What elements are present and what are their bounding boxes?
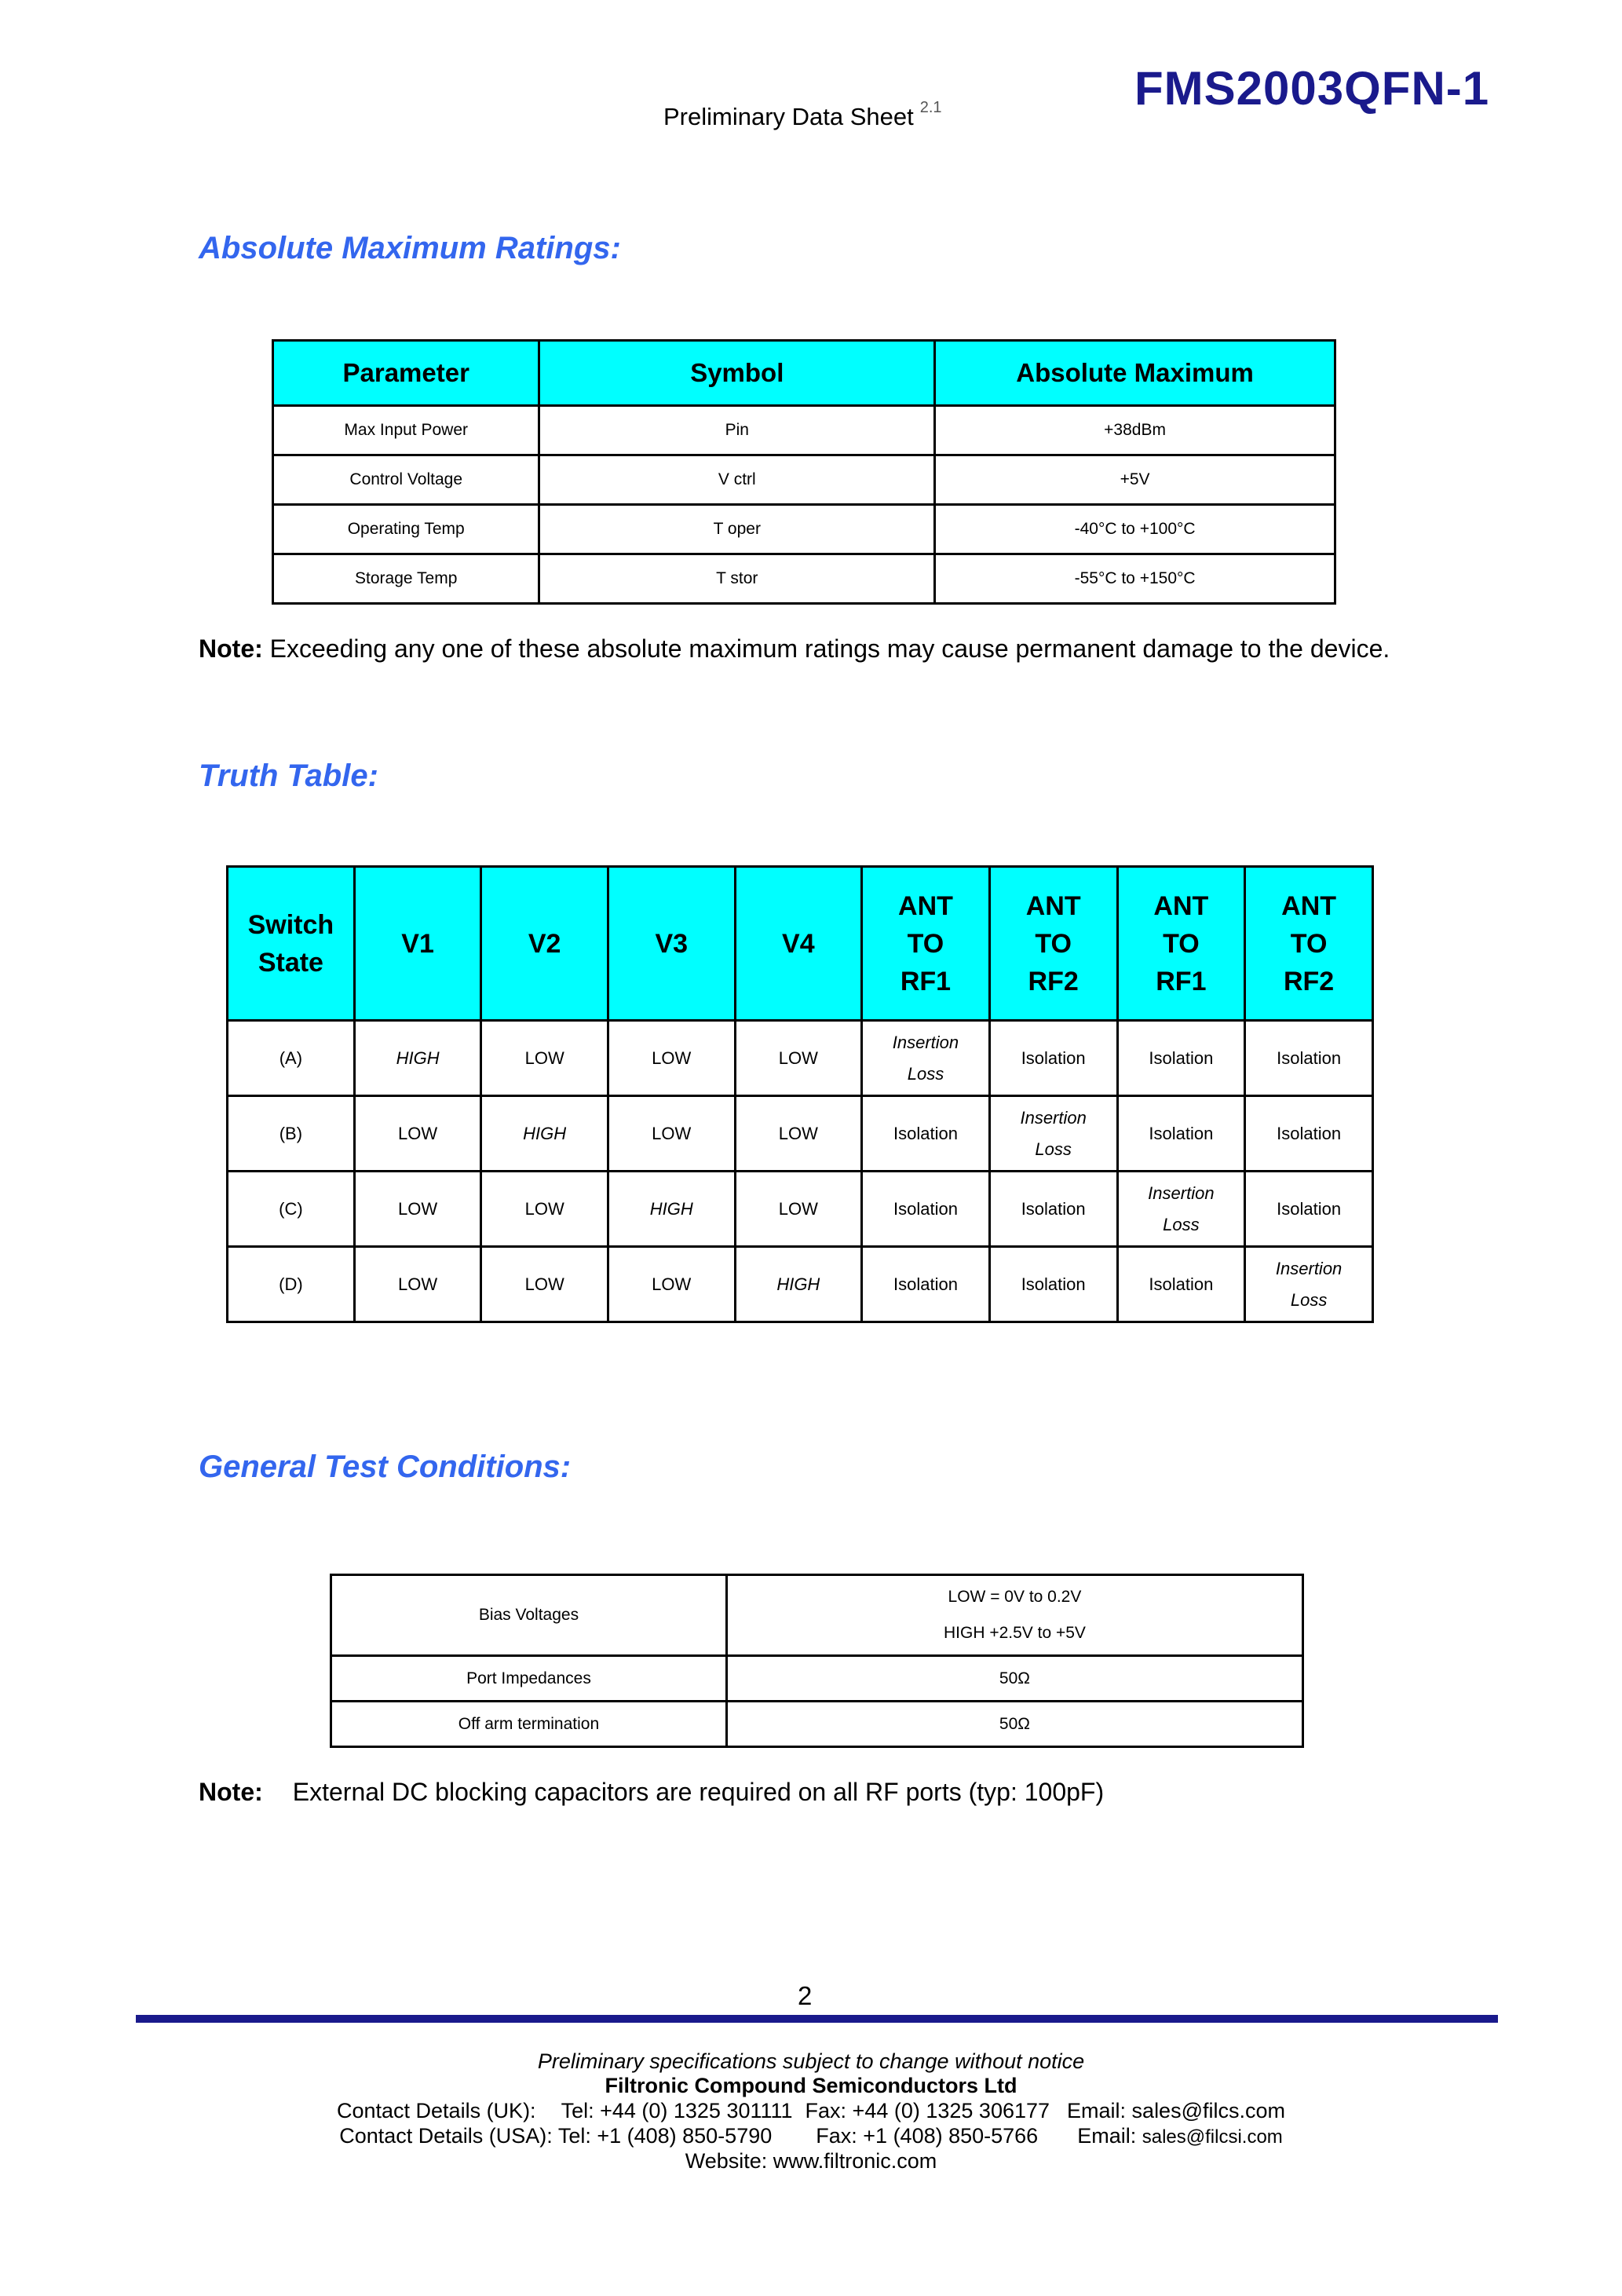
column-header: Symbol (539, 341, 935, 406)
footer-disclaimer: Preliminary specifications subject to change without notice (537, 2049, 1085, 2073)
truth-table-body (228, 1021, 1373, 1322)
table-cell: LOW (481, 1247, 608, 1322)
table-header-row (273, 341, 1335, 406)
truth-table (226, 865, 1374, 1323)
table-cell: Port Impedances (331, 1656, 727, 1702)
section-title-absolute-maximum: Absolute Maximum Ratings: (199, 231, 621, 265)
table-cell: Isolation (1117, 1021, 1245, 1096)
table-cell: LOW (735, 1096, 862, 1172)
test-conditions-note (199, 1776, 1455, 1808)
column-header-ant-rf1: ANT TO RF1 (1117, 867, 1245, 1021)
table-row (228, 1096, 1373, 1172)
table-cell: HIGH (481, 1096, 608, 1172)
page-number: 2 (798, 1981, 813, 2010)
table-cell: +38dBm (935, 406, 1335, 455)
table-cell: Insertion Loss (1117, 1172, 1245, 1247)
table-cell: Isolation (862, 1172, 990, 1247)
header-subtitle: Preliminary Data Sheet $^{2.1}$ (663, 99, 942, 130)
table-cell: Isolation (862, 1247, 990, 1322)
absolute-maximum-table (272, 339, 1336, 605)
table-cell: Insertion Loss (862, 1021, 990, 1096)
table-row (273, 554, 1335, 604)
table-cell: Insertion Loss (1245, 1247, 1373, 1322)
column-header-v2: V2 (481, 867, 608, 1021)
table-cell: Isolation (1245, 1096, 1373, 1172)
table-cell: Off arm termination (331, 1702, 727, 1747)
table-cell: LOW (481, 1172, 608, 1247)
table-cell: LOW (608, 1247, 735, 1322)
table-row (331, 1702, 1303, 1747)
table-cell: Isolation (1117, 1096, 1245, 1172)
table-cell: LOW (608, 1096, 735, 1172)
column-header-v3: V3 (608, 867, 735, 1021)
column-header-switch-state: Switch State (228, 867, 355, 1021)
table-cell: (B) (228, 1096, 355, 1172)
footer-contact-uk: Contact Details (UK): Tel: +44 (0) 1325 301111 Fax: +44 (0) 1325 306177 Email: sales@filcs.com (336, 2099, 1285, 2122)
table-cell: 50Ω (726, 1656, 1302, 1702)
version-number: 2.1 (919, 99, 942, 116)
table-cell: HIGH (608, 1172, 735, 1247)
table-cell: -55°C to +150°C (935, 554, 1335, 604)
table-cell: LOW (608, 1021, 735, 1096)
note-label: Note: (199, 634, 263, 663)
table-cell: T oper (539, 505, 935, 554)
table-cell: Isolation (1117, 1247, 1245, 1322)
table-cell: Isolation (989, 1021, 1117, 1096)
table-cell: +5V (935, 455, 1335, 505)
table-row (228, 1247, 1373, 1322)
table-cell: Bias Voltages (331, 1575, 727, 1656)
table-cell: Insertion Loss (989, 1096, 1117, 1172)
note-text: External DC blocking capacitors are required on all RF ports (typ: 100pF) (292, 1778, 1105, 1806)
table-cell: Storage Temp (273, 554, 539, 604)
table-row (273, 406, 1335, 455)
table-cell: LOW (735, 1172, 862, 1247)
table-row (331, 1575, 1303, 1656)
part-number-title: FMS2003QFN-1 (1134, 62, 1490, 115)
table-cell: Pin (539, 406, 935, 455)
table-cell: Isolation (989, 1172, 1117, 1247)
absolute-maximum-note (199, 633, 1439, 664)
table-cell: LOW = 0V to 0.2V HIGH +2.5V to +5V (726, 1575, 1302, 1656)
table-cell: HIGH (354, 1021, 481, 1096)
table-header-row (228, 867, 1373, 1021)
table-cell: Control Voltage (273, 455, 539, 505)
table-row (331, 1656, 1303, 1702)
table-cell: V ctrl (539, 455, 935, 505)
section-title-test-conditions: General Test Conditions: (199, 1450, 572, 1484)
note-label: Note: (199, 1778, 263, 1806)
column-header-v1: V1 (354, 867, 481, 1021)
table-cell: HIGH (735, 1247, 862, 1322)
footer-company: Filtronic Compound Semiconductors Ltd (605, 2074, 1017, 2097)
table-cell: Operating Temp (273, 505, 539, 554)
column-header: Absolute Maximum (935, 341, 1335, 406)
table-cell: Isolation (1245, 1172, 1373, 1247)
table-cell: 50Ω (726, 1702, 1302, 1747)
table-cell: (C) (228, 1172, 355, 1247)
table-cell: Max Input Power (273, 406, 539, 455)
footer-contact-usa: Contact Details (USA): Tel: +1 (408) 850-5790 Fax: +1 (408) 850-5766 Email: sales@filcsi.com (339, 2124, 1283, 2148)
note-text: Exceeding any one of these absolute maximum ratings may cause permanent damage to the device. (269, 634, 1390, 663)
table-cell: -40°C to +100°C (935, 505, 1335, 554)
table-row (273, 455, 1335, 505)
table-row (273, 505, 1335, 554)
table-cell: Isolation (1245, 1021, 1373, 1096)
section-title-truth-table: Truth Table: (199, 759, 378, 793)
footer-divider (136, 2015, 1498, 2023)
column-header-ant-rf1: ANT TO RF1 (862, 867, 990, 1021)
column-header-ant-rf2: ANT TO RF2 (989, 867, 1117, 1021)
table-cell: Isolation (989, 1247, 1117, 1322)
table-cell: LOW (354, 1247, 481, 1322)
column-header: Parameter (273, 341, 539, 406)
table-cell: T stor (539, 554, 935, 604)
table-cell: LOW (735, 1021, 862, 1096)
table-row (228, 1172, 1373, 1247)
table-cell: Isolation (862, 1096, 990, 1172)
table-cell: LOW (481, 1021, 608, 1096)
test-conditions-table (330, 1574, 1304, 1748)
column-header-v4: V4 (735, 867, 862, 1021)
column-header-ant-rf2: ANT TO RF2 (1245, 867, 1373, 1021)
footer-website: Website: www.filtronic.com (685, 2149, 937, 2173)
table-cell: (A) (228, 1021, 355, 1096)
table-cell: LOW (354, 1172, 481, 1247)
table-cell: (D) (228, 1247, 355, 1322)
table-cell: LOW (354, 1096, 481, 1172)
table-row (228, 1021, 1373, 1096)
